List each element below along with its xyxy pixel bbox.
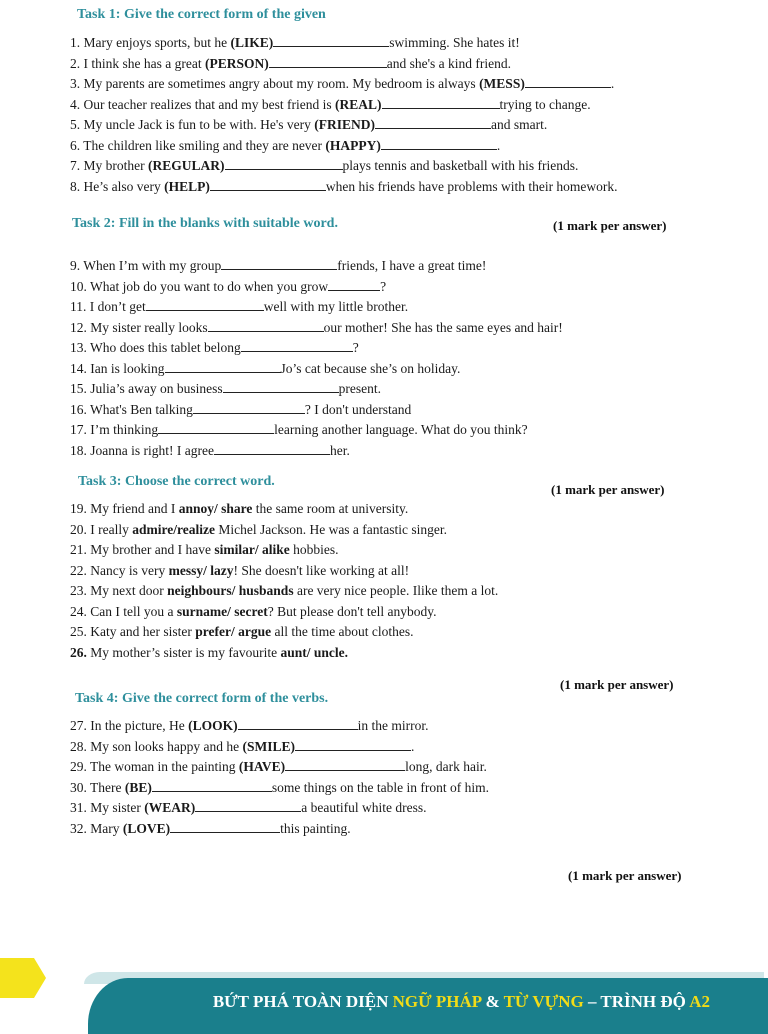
item-text: 7. My brother (70, 158, 148, 173)
item-text: 16. What's Ben talking (70, 401, 193, 417)
item-text: well with my little brother. (263, 299, 409, 314)
exercise-item (70, 520, 690, 541)
answer-blank[interactable] (214, 442, 330, 455)
item-text: trying to change. (499, 96, 591, 112)
given-word: (PERSON) (204, 55, 269, 71)
answer-blank[interactable] (285, 758, 405, 771)
task2-list (70, 256, 690, 461)
item-text: 4. Our teacher realizes that and my best friend is (70, 96, 336, 112)
item-text: hobbies. (289, 542, 339, 557)
task3-list (70, 499, 690, 663)
footer-text-1: BỨT PHÁ TOÀN DIỆN (212, 992, 393, 1011)
exercise-item (70, 602, 690, 623)
given-word: (REGULAR) (148, 158, 225, 173)
answer-blank[interactable] (295, 738, 411, 751)
answer-blank[interactable] (273, 34, 389, 47)
item-text: 15. Julia’s away on business (70, 381, 223, 396)
item-text: 2. I think she has a great (70, 55, 205, 71)
item-text: . (496, 137, 501, 153)
item-text: 14. Ian is looking (70, 360, 165, 376)
item-text: in the mirror. (357, 718, 429, 733)
given-word: (LOOK) (188, 718, 238, 733)
item-text: 3. My parents are sometimes angry about my room. My bedroom is always (70, 76, 480, 91)
exercise-item (70, 737, 690, 758)
given-word: (SMILE) (242, 738, 296, 754)
item-text: 6. The children like smiling and they are never (70, 137, 326, 153)
item-text: 22. Nancy is very (70, 562, 169, 578)
item-text: 19. My friend and I (70, 501, 179, 516)
task2-title: Task 2: Fill in the blanks with suitable word. (72, 216, 338, 231)
item-text: 21. My brother and I have (70, 542, 215, 557)
exercise-item (70, 778, 690, 799)
item-text: 18. Joanna is right! I agree (70, 442, 214, 458)
task4-final-mark: (1 mark per answer) (568, 868, 682, 883)
item-text: 26. (70, 644, 87, 660)
task3-title: Task 3: Choose the correct word. (78, 474, 275, 489)
exercise-item (70, 499, 690, 520)
given-word: (FRIEND) (314, 117, 376, 132)
answer-blank[interactable] (382, 96, 500, 109)
footer-grammar: NGỮ PHÁP (392, 992, 482, 1011)
given-word: (LIKE) (230, 35, 274, 50)
answer-blank[interactable] (328, 278, 380, 291)
word-choice: admire/realize (132, 521, 215, 537)
answer-blank[interactable] (225, 157, 343, 170)
exercise-item (70, 177, 690, 198)
item-text: learning another language. What do you think? (274, 422, 528, 437)
exercise-item (70, 798, 690, 819)
item-text: swimming. She hates it! (389, 35, 520, 50)
answer-blank[interactable] (238, 717, 358, 730)
item-text: Michel Jackson. He was a fantastic singer. (214, 521, 448, 537)
answer-blank[interactable] (381, 137, 497, 150)
exercise-item (70, 277, 690, 298)
given-word: (REAL) (335, 96, 382, 112)
item-text: 13. Who does this tablet belong (70, 340, 241, 355)
exercise-item (70, 318, 690, 339)
item-text: 30. There (70, 779, 125, 795)
exercise-item (70, 561, 690, 582)
item-text: 27. In the picture, He (70, 718, 189, 733)
item-text: when his friends have problems with their homework. (325, 178, 618, 194)
footer-text-3: – TRÌNH ĐỘ (583, 992, 690, 1011)
word-choice: aunt/ uncle. (280, 644, 348, 660)
given-word: (MESS) (479, 76, 525, 91)
item-text: . (610, 76, 615, 91)
exercise-item (70, 716, 690, 737)
item-text: a beautiful white dress. (301, 800, 427, 815)
word-choice: annoy/ share (178, 501, 253, 516)
answer-blank[interactable] (269, 55, 387, 68)
given-word: (HAPPY) (325, 137, 381, 153)
item-text: this painting. (280, 820, 351, 836)
exercise-item (70, 359, 690, 380)
given-word: (BE) (124, 779, 152, 795)
item-text: 32. Mary (70, 820, 123, 836)
exercise-item (70, 400, 690, 421)
exercise-item (70, 297, 690, 318)
answer-blank[interactable] (165, 360, 281, 373)
exercise-item (70, 581, 552, 602)
item-text: 25. Katy and her sister (70, 624, 196, 639)
footer-title (213, 992, 710, 1012)
task4-mark: (1 mark per answer) (560, 677, 674, 692)
item-text: 29. The woman in the painting (70, 759, 239, 774)
item-text: her. (329, 442, 350, 458)
item-text: ! She doesn't like working at all! (233, 562, 410, 578)
item-text: Jo’s cat because she’s on holiday. (280, 360, 461, 376)
exercise-item (70, 115, 690, 136)
answer-blank[interactable] (195, 799, 301, 812)
exercise-item (70, 420, 690, 441)
exercise-item (70, 95, 690, 116)
answer-blank[interactable] (152, 779, 272, 792)
footer-vocab: TỪ VỰNG (503, 992, 584, 1011)
item-text: the same room at university. (252, 501, 409, 516)
yellow-tab-decoration (0, 958, 46, 998)
answer-blank[interactable] (170, 820, 280, 833)
given-word: (HAVE) (238, 759, 286, 774)
task1-list (70, 33, 690, 197)
item-text: plays tennis and basketball with his friends. (342, 158, 579, 173)
exercise-item (70, 757, 690, 778)
answer-blank[interactable] (210, 178, 326, 191)
exercise-item (70, 33, 690, 54)
item-text: present. (338, 381, 381, 396)
answer-blank[interactable] (223, 380, 339, 393)
answer-blank[interactable] (221, 257, 337, 270)
item-text: 31. My sister (70, 800, 145, 815)
word-choice: similar/ alike (214, 542, 290, 557)
item-text: 28. My son looks happy and he (70, 738, 243, 754)
answer-blank[interactable] (208, 319, 324, 332)
item-text: 8. He’s also very (70, 178, 165, 194)
item-text: our mother! She has the same eyes and hair! (323, 319, 563, 335)
item-text: ? (380, 278, 387, 294)
word-choice: surname/ secret (176, 603, 268, 619)
footer-text-2: & (481, 992, 504, 1011)
exercise-item (70, 54, 690, 75)
item-text: 24. Can I tell you a (70, 603, 177, 619)
exercise-item (70, 338, 690, 359)
item-text: some things on the table in front of him. (271, 779, 489, 795)
item-text: 17. I’m thinking (70, 422, 159, 437)
exercise-item (70, 622, 690, 643)
answer-blank[interactable] (525, 75, 611, 88)
item-text: ? But please don't tell anybody. (267, 603, 437, 619)
exercise-item (70, 819, 690, 840)
item-text: 11. I don’t get (70, 299, 146, 314)
item-text: and she's a kind friend. (386, 55, 511, 71)
item-text: 9. When I’m with my group (70, 258, 222, 273)
exercise-item (70, 379, 690, 400)
item-text: ? I don't understand (304, 401, 412, 417)
item-text: 12. My sister really looks (70, 319, 208, 335)
item-text: long, dark hair. (405, 759, 487, 774)
exercise-item (70, 256, 690, 277)
answer-blank[interactable] (375, 116, 491, 129)
footer-level: A2 (689, 992, 710, 1011)
item-text: 1. Mary enjoys sports, but he (70, 35, 231, 50)
item-text: 5. My uncle Jack is fun to be with. He's very (70, 117, 315, 132)
exercise-item (70, 156, 690, 177)
word-choice: messy/ lazy (168, 562, 234, 578)
answer-blank[interactable] (193, 401, 305, 414)
exercise-item (70, 136, 690, 157)
exercise-item (70, 643, 690, 664)
answer-blank[interactable] (146, 298, 264, 311)
item-text: 20. I really (70, 521, 133, 537)
task2-mark: (1 mark per answer) (553, 218, 667, 233)
item-text: 10. What job do you want to do when you grow (70, 278, 329, 294)
item-text: ? (352, 340, 359, 355)
answer-blank[interactable] (241, 339, 353, 352)
exercise-item (70, 540, 690, 561)
item-text: . (411, 738, 415, 754)
task4-list (70, 716, 690, 839)
item-text: and smart. (491, 117, 548, 132)
exercise-item (70, 74, 690, 95)
item-text: friends, I have a great time! (337, 258, 487, 273)
word-choice: neighbours/ husbands (167, 583, 294, 598)
word-choice: prefer/ argue (195, 624, 272, 639)
exercise-item (70, 441, 690, 462)
given-word: (HELP) (164, 178, 210, 194)
task3-mark: (1 mark per answer) (551, 482, 665, 497)
item-text: My mother’s sister is my favourite (86, 644, 281, 660)
item-text: all the time about clothes. (271, 624, 414, 639)
given-word: (LOVE) (122, 820, 171, 836)
item-text: are very nice people. Ilike them a lot. (293, 583, 499, 598)
item-text: 23. My next door (70, 583, 168, 598)
task1-title: Task 1: Give the correct form of the given (77, 7, 326, 22)
given-word: (WEAR) (144, 800, 196, 815)
task4-title: Task 4: Give the correct form of the verbs. (75, 691, 329, 706)
answer-blank[interactable] (158, 421, 274, 434)
